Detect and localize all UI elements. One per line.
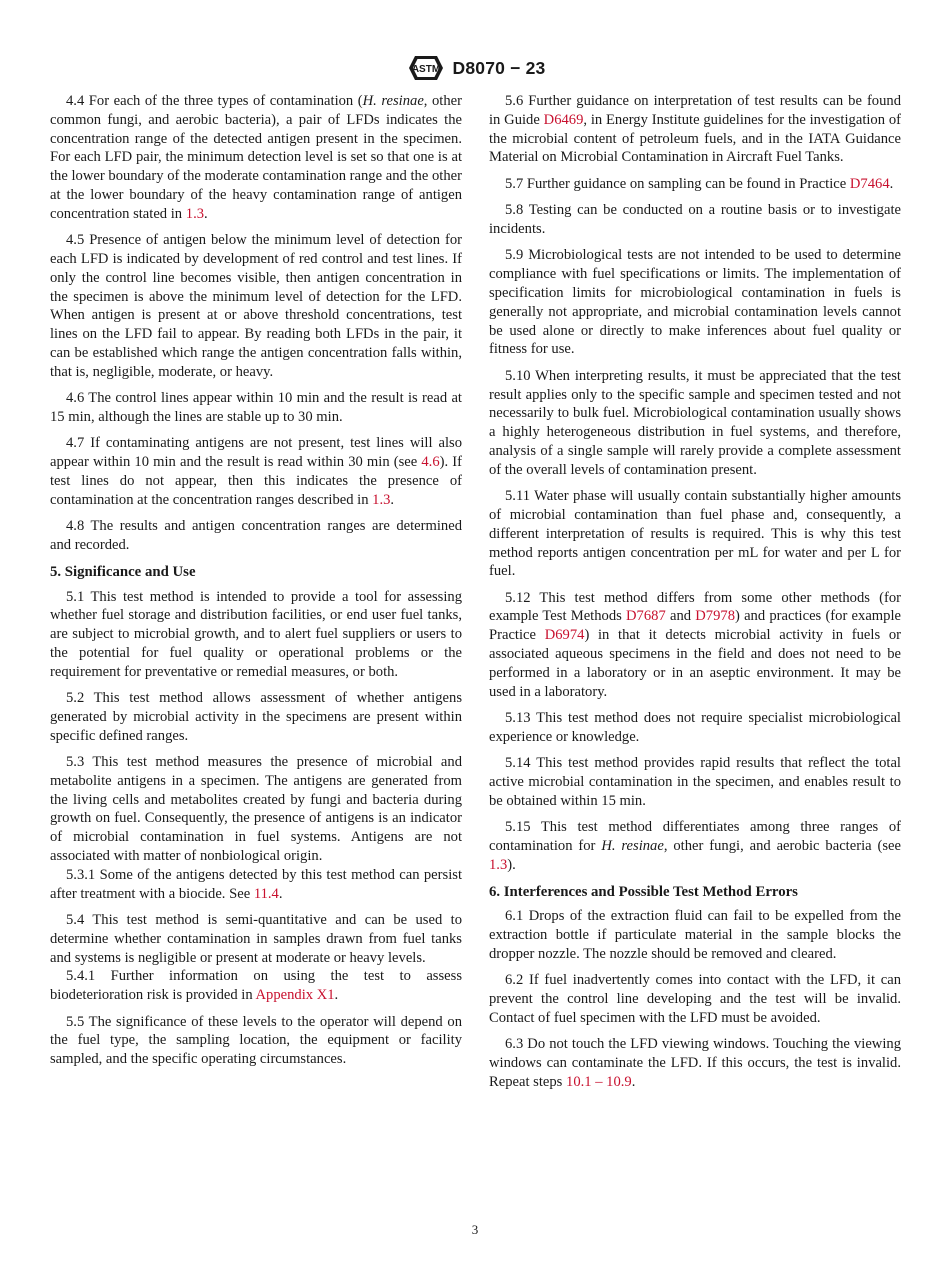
link-4-6[interactable]: 4.6 bbox=[421, 454, 440, 471]
link-d6974[interactable]: D6974 bbox=[544, 627, 585, 644]
paragraph-5-5: 5.5 The significance of these levels to the operator will depend on the fuel type, the sampling location, the equipment or facility sampled, and the specific operating circumstances. bbox=[50, 1013, 462, 1068]
paragraph-5-3-1: 5.3.1 Some of the antigens detected by this test method can persist after treatment with a biocide. See 11.4. bbox=[50, 866, 462, 902]
page-header bbox=[0, 50, 950, 86]
document-designation: D8070 − 23 bbox=[452, 57, 546, 78]
link-1-3[interactable]: 1.3 bbox=[489, 856, 508, 873]
link-1-3[interactable]: 1.3 bbox=[372, 491, 391, 508]
page-number: 3 bbox=[471, 1222, 479, 1237]
paragraph-4-7: 4.7 If contaminating antigens are not present, test lines will also appear within 10 min and the result is read within 30 min (see 4.6). If test lines do not appear, then this indicates the presence of contamination at the concentration ranges described in 1.3. bbox=[50, 435, 462, 508]
paragraph-4-6: 4.6 The control lines appear within 10 min and the result is read at 15 min, although the lines are stable up to 30 min. bbox=[50, 390, 462, 425]
paragraph-5-13: 5.13 This test method does not require specialist microbiological experience or knowledge. bbox=[489, 710, 901, 745]
link-d7464[interactable]: D7464 bbox=[849, 175, 890, 192]
paragraph-4-8: 4.8 The results and antigen concentration ranges are determined and recorded. bbox=[50, 518, 462, 553]
paragraph-5-4-1: 5.4.1 Further information on using the test to assess biodeterioration risk is provided in Appendix X1. bbox=[50, 968, 462, 1004]
paragraph-4-4: 4.4 For each of the three types of contamination (H. resinae, other common fungi, and aerobic bacteria), a pair of LFDs indicates the concentration range of the detected antigen present in the specimen. For each LFD pair, the minimum detection level is set so that one is at the lower boundary of the moderate contamination range and the other at the lower boundary of the heavy contamination range of antigen concentration stated in 1.3. bbox=[50, 93, 462, 222]
link-d7687[interactable]: D7687 bbox=[626, 608, 666, 625]
link-d7978[interactable]: D7978 bbox=[695, 608, 735, 625]
paragraph-5-4: 5.4 This test method is semi-quantitative and can be used to determine whether contamination in samples drawn from fuel tanks and systems is negligible or present at moderate or heavy levels. bbox=[50, 912, 462, 966]
paragraph-5-10: 5.10 When interpreting results, it must be appreciated that the test result applies only to the specific sample and specimen tested and not necessarily to bulk fuel. Microbiological contamination usually shows a highly heterogeneous distribution in fuel systems, and therefore, analysis of a single sample will rarely provide a complete assessment of the overall levels of contamination present. bbox=[489, 367, 901, 478]
paragraph-5-6: 5.6 Further guidance on interpretation of test results can be found in Guide D6469, in Energy Institute guidelines for the investigation of the microbial content of petroleum fuels, and in the IATA Guidance Material on Microbial Contamination in Aircraft Fuel Tanks. bbox=[489, 93, 901, 166]
paragraph-6-2: 6.2 If fuel inadvertently comes into contact with the LFD, it can prevent the control line developing and the test will be invalid. Contact of fuel specimen with the LFD must be avoided. bbox=[489, 972, 901, 1026]
section-5-title: 5. Significance and Use bbox=[50, 563, 196, 580]
paragraph-5-2: 5.2 This test method allows assessment of whether antigens generated by microbial activity in the specimens are present within specific defined ranges. bbox=[50, 690, 462, 744]
left-column bbox=[50, 92, 462, 1077]
link-d6469[interactable]: D6469 bbox=[543, 111, 584, 128]
paragraph-5-11: 5.11 Water phase will usually contain substantially higher amounts of microbial contamination than fuel phase and, consequently, a different interpretation of results is required. This is why this test method reports antigen concentration per mL for water and per L for fuel. bbox=[489, 488, 901, 580]
paragraph-4-5: 4.5 Presence of antigen below the minimum level of detection for each LFD is indicated by development of red control and test lines. If only the control line becomes visible, then antigen concentration in the specimen is above the minimum level of detection for the LFD. When antigen is present at or above threshold concentrations, test lines on the LFD fail to appear. By reading both LFDs in the pair, it can be established which range the antigen concentration falls within, that is, negligible, moderate, or heavy. bbox=[50, 232, 462, 380]
paragraph-5-1: 5.1 This test method is intended to provide a tool for assessing whether fuel storage and distribution facilities, or end user fuel tanks, are subject to microbial growth, and to alert fuel suppliers or users to the potential for fuel quality or operational problems or the requirement for preventative or remedial measures, or both. bbox=[50, 588, 462, 680]
logo-text: ASTM bbox=[411, 64, 440, 75]
paragraph-5-14: 5.14 This test method provides rapid results that reflect the total active microbial contamination in the specimen, and enables result to be obtained within 15 min. bbox=[489, 755, 901, 809]
link-appendix-x1[interactable]: Appendix X1 bbox=[255, 987, 335, 1004]
paragraph-5-15: 5.15 This test method differentiates among three ranges of contamination for H. resinae, other fungi, and aerobic bacteria (see 1.3). bbox=[489, 819, 901, 873]
link-10-1-10-9[interactable]: 10.1 – 10.9 bbox=[566, 1073, 632, 1090]
paragraph-5-9: 5.9 Microbiological tests are not intended to be used to determine compliance with fuel specifications or limits. The implementation of specification limits for microbiological contamination in fuels is generally not appropriate, and microbial contamination levels cannot be used alone or directly to make inferences about fuel quality or fitness for use. bbox=[489, 247, 901, 358]
paragraph-5-7: 5.7 Further guidance on sampling can be found in Practice D7464. bbox=[505, 175, 894, 192]
right-column bbox=[489, 92, 901, 1099]
section-6-title: 6. Interferences and Possible Test Method Errors bbox=[489, 883, 798, 900]
paragraph-5-3: 5.3 This test method measures the presence of microbial and metabolite antigens in a specimen. The antigens are generated from the living cells and metabolites created by fungi and bacteria during growth on fuel. Consequently, the presence of antigens is an indicator of microbial contamination in fuel systems. Antigens are not associated with matter of nonbiological origin. bbox=[50, 754, 462, 865]
paragraph-5-8: 5.8 Testing can be conducted on a routine basis or to investigate incidents. bbox=[489, 202, 901, 237]
link-11-4[interactable]: 11.4 bbox=[253, 885, 279, 902]
paragraph-6-1: 6.1 Drops of the extraction fluid can fail to be expelled from the extraction bottle if particulate material in the sample blocks the dropper nozzle. The nozzle should be removed and cleared. bbox=[489, 908, 901, 963]
paragraph-6-3: 6.3 Do not touch the LFD viewing windows. Touching the viewing windows can contaminate the LFD. If this occurs, the test is invalid. Repeat steps 10.1 – 10.9. bbox=[489, 1036, 901, 1090]
astm-logo-icon bbox=[405, 52, 447, 84]
paragraph-5-12: 5.12 This test method differs from some other methods (for example Test Methods D7687 and D7978) and practices (for example Practice D6974) in that it detects microbial activity in fuels or associated aqueous specimens in the field and does not need to be performed in a laboratory or in an aseptic environment. It may be used in a laboratory. bbox=[489, 589, 901, 700]
link-1-3[interactable]: 1.3 bbox=[185, 205, 205, 222]
